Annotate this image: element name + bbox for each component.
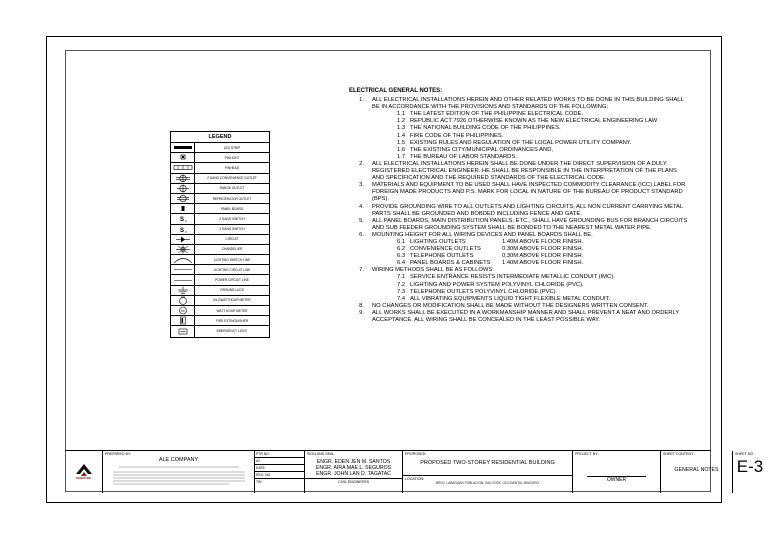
- two-gang-switch-icon: [171, 214, 195, 223]
- legend-label: PINLIGHT: [224, 155, 240, 160]
- note-item: 3. MATERIALS AND EQUIPMENT TO BE USED SHALL HAVE INSPECTED COMMODITY CLEARANCE (ICC) LABEL FOR FOREIGN MADE PRODUCTS AND P.S. MARK FOR LOCAL IN NATURE OF THE BUREAU OF PRODUCT STANDARD (BPS).: [359, 182, 686, 203]
- legend-row: [171, 214, 269, 224]
- range-outlet-icon: [171, 184, 195, 193]
- sign-and-seal-cell: SIGN AND SEAL: ENGR. EDEN JEN M. SANTOS ENGR. AIRA MAE L. SEGUROS ENGR. JOHN LAN D. TAGATAC CIVIL ENGINEERS: [304, 451, 402, 493]
- legend-label: LED STRIP: [223, 145, 241, 150]
- legend-row: [171, 245, 269, 255]
- duplex-outlet-icon: [171, 174, 195, 183]
- note-subitem: 1.2 REPUBLIC ACT 7926 OTHERWISE KNOWN AS THE NEW ELECTRICAL ENGINEERING LAW: [397, 118, 658, 125]
- legend-label: WATT HOUR METER: [216, 308, 248, 313]
- note-item: 4. PROVIDE GROUNDING WIRE TO ALL OUTLETS AND LIGHTING CIRCUITS, ALL NON CURRENT CARRYING METAL PARTS SHALL BE GROUNDED AND BOBDED INCLUDING FENCE AND GATE.: [359, 203, 683, 217]
- project-name: PROPOSED TWO-STOREY RESIDENTIAL BUILDING: [420, 460, 555, 466]
- legend-row: [171, 204, 269, 214]
- legend-label: PINHEAD: [224, 165, 240, 170]
- note-subitem: 1.5 EXISTING RULES AND REGULATION OF THE LOCAL POWER UTILITY COMPANY.: [397, 139, 632, 146]
- emergency-light-icon: [171, 326, 195, 336]
- owner-label: OWNER: [606, 477, 627, 483]
- legend-label: KILOWATTHOUR METER: [213, 298, 251, 303]
- company-fine-print: [103, 465, 254, 489]
- pinhead-icon: [171, 163, 195, 172]
- power-circuit-line-icon: [171, 275, 195, 284]
- sheet-content: GENERAL NOTES: [674, 467, 719, 473]
- sheet-content-cell: SHEET CONTENT : GENERAL NOTES: [660, 451, 732, 493]
- note-subitem: 6.2 CONVENIENCE OUTLETS 0.30M ABOVE FLOOR FINISH.: [397, 246, 584, 253]
- note-subitem: 1.4 FIRE CODE OF THE PHILIPPINES.: [397, 132, 504, 139]
- legend-label: REFRIGERATOR OUTLET: [212, 196, 252, 201]
- note-item: 9. ALL WORKS SHALL BE EXECUTED IN A WORKMANSHIP MANNER AND SHALL PREVENT A NEAT AND ORDERLY ACCEPTANCE. ALL WIRING SHALL BE CONCEALED IN THE LEAST POSSIBLE WAY.: [359, 309, 679, 323]
- kilowatt-meter-icon: [171, 296, 195, 305]
- engineer-role: CIVIL ENGINEERS: [305, 478, 402, 485]
- legend-row: [171, 194, 269, 204]
- three-gang-switch-icon: [171, 225, 195, 234]
- legend-row: [171, 326, 269, 336]
- legend-label: LIGHTING SWITCH LINE: [213, 257, 251, 262]
- legend-label: PANEL BOARD: [220, 206, 244, 211]
- note-subitem: 6.3 TELEPHONE OUTLETS 0.30M ABOVE FLOOR FINISH.: [397, 253, 584, 260]
- note-subitem: 7.2 LIGHTING AND POWER SYSTEM POLYVINYL CHLORIDE (PVC).: [397, 281, 584, 288]
- ground-lugs-icon: [171, 286, 195, 295]
- legend-label: RANGE OUTLET: [219, 186, 245, 191]
- legend-row: [171, 255, 269, 265]
- chandelier-icon: [171, 245, 195, 254]
- notes-title: ELECTRICAL GENERAL NOTES:: [349, 88, 443, 94]
- sheet-number-cell: SHEET NO : E-3: [732, 451, 767, 493]
- note-subitem: 1.6 THE EXISTING CITY/MUNICIPAL ORDINANCES AND,: [397, 146, 554, 153]
- circuit-icon: [171, 235, 195, 244]
- svg-text:S: S: [179, 217, 184, 224]
- note-subitem: 6.1 LIGHTING OUTLETS 1.40M ABOVE FLOOR FINISH.: [397, 238, 584, 245]
- engineer-name: ENGR. EDEN JEN M. SANTOS: [316, 459, 391, 465]
- legend-label: CIRCUIT: [225, 237, 239, 242]
- sheet-number: E-3: [736, 457, 764, 476]
- panel-board-icon: [171, 204, 195, 213]
- note-subitem: 1.7 THE BUREAU OF LABOR STANDARDS.: [397, 153, 517, 160]
- note-subitem: 7.1 SERVICE ENTRANCE RESISTS INTERMEDIATE METALLIC CONDUIT (IMC).: [397, 274, 615, 281]
- lighting-switch-line-icon: [171, 255, 195, 264]
- engineer-name: ENGR. AIRA MAE L. SEGUROS: [315, 465, 392, 471]
- legend-row: [171, 306, 269, 316]
- note-item: 7. WIRING METHODS SHALL BE AS FOLLOWS:: [359, 267, 494, 274]
- legend-label: CHANDELIER: [221, 247, 243, 252]
- pinlight-icon: [171, 153, 195, 162]
- legend-label: GROUND LUGS: [220, 288, 244, 293]
- led-strip-icon: [171, 143, 195, 152]
- legend-label: 2 GANG CONVENIENCE OUTLET: [207, 176, 257, 181]
- legend-label: FIRE EXTINGUISHER: [215, 318, 249, 323]
- legend-table: [170, 131, 270, 338]
- legend-row: [171, 296, 269, 306]
- legend-label: LIGHTING CIRCUIT LINE: [213, 267, 251, 272]
- electrical-general-notes: [349, 88, 689, 324]
- prepared-by-cell: PREPARED BY: ALE COMPANY: [102, 451, 254, 493]
- legend-label: EMERGENCY LIGHT: [216, 329, 248, 334]
- note-subitem: 7.3 TELEPHONE OUTLETS POLYVINYL CHLORIDE (PVC).: [397, 288, 558, 295]
- legend-row: [171, 286, 269, 296]
- svg-text:3: 3: [184, 229, 187, 234]
- svg-text:S: S: [179, 227, 184, 234]
- project-cell: PROPOSED: PROPOSED TWO-STOREY RESIDENTIAL BUILDING LOCATION: BRGY. LABANGAN POBLACION, SAN JOSE, OCCIDENTAL MINDORO: [402, 451, 572, 493]
- legend-row: [171, 184, 269, 194]
- legend-row: [171, 275, 269, 285]
- legend-label: 3 GANG SWITCH: [219, 227, 245, 232]
- legend-label: 2 GANG SWITCH: [219, 216, 245, 221]
- svg-text:2: 2: [184, 219, 187, 224]
- fire-extinguisher-icon: [171, 316, 195, 325]
- note-item: 5. ALL PANEL BOARDS, MAIN DISTRIBUTION PANELS, ETC., SHALL HAVE GROUNDING BUS FOR BRANCH CIRCUITS AND SUB FEEDER GROUNDING SYSTEM SHALL BE BONDED TO THE NEAREST METAL WATER PIPE.: [359, 217, 688, 231]
- registration-cell: PTR NO. AT: DATE: REG. NO. TIN: [254, 451, 304, 493]
- legend-row: [171, 235, 269, 245]
- note-item: 6. MOUNTING HEIGHT FOR ALL WIRING DEVICES AND PANEL BOARDS SHALL BE.: [359, 231, 593, 238]
- title-block: [65, 450, 764, 492]
- note-subitem: 6.4 PANEL BOARDS & CABINETS 1.40M ABOVE FLOOR FINISH.: [397, 260, 584, 267]
- legend-row: [171, 174, 269, 184]
- legend-row: [171, 143, 269, 153]
- legend-label: POWER CIRCUIT LINE: [215, 278, 249, 283]
- legend-row: [171, 316, 269, 326]
- note-subitem: 1.3 THE NATIONAL BUILDING CODE OF THE PHILIPPINES.: [397, 125, 561, 132]
- legend-row: [171, 225, 269, 235]
- note-item: 2. ALL ELECTRICAL INSTALLATIONS HEREIN SHALL BE DONE UNDER THE DIRECT SUPERVISION OF A DULY REGISTERED ELECTRICAL ENGINEER. HE SHALL BE RESPONSIBLE IN THE INTERPRETATION OF THE PLANS AND SPECIFICATION AND THE REQUIRED STANDARDS OF THE ELECTRICAL CODE.: [359, 160, 677, 182]
- note-subitem: 7.4 ALL VIBRATING EQUIPMENTS LIQUID TIGHT FLEXIBLE METAL CONDUIT.: [397, 295, 611, 302]
- note-item: 8. NO CHANGES OR MODIFICATION SHALL BE MADE WITHOUT THE DESIGNERS WRITTEN CONSENT.: [359, 302, 649, 309]
- legend-title: LEGEND: [171, 132, 269, 143]
- note-item: 1. ALL ELECTRICAL INSTALLATIONS HEREIN AND OTHER RELATED WORKS TO BE DONE IN THIS BUILDING SHALL BE IN ACCORDANCE WITH THE PROVISIONS AND STANDARDS OF THE FOLLOWING:: [359, 97, 684, 111]
- legend-row: [171, 163, 269, 173]
- lighting-circuit-line-icon: [171, 265, 195, 274]
- project-location: BRGY. LABANGAN POBLACION, SAN JOSE, OCCIDENTAL MINDORO: [435, 481, 540, 485]
- logo-mark-icon: [76, 464, 92, 476]
- refrigerator-outlet-icon: [171, 194, 195, 203]
- engineer-name: ENGR. JOHN LAN D. TAGATAC: [316, 471, 391, 477]
- watt-meter-icon: [171, 306, 195, 315]
- company-name: ALE COMPANY: [158, 457, 199, 463]
- legend-row: [171, 265, 269, 275]
- company-logo: [65, 451, 102, 493]
- legend-row: [171, 153, 269, 163]
- project-by-cell: PROJECT BY : OWNER: [572, 451, 660, 493]
- logo-text: SIGNATURE: [75, 477, 92, 480]
- svg-text:M: M: [180, 308, 185, 314]
- note-subitem: 1.1 THE LATEST EDITION OF THE PHILIPPINE ELECTRICAL CODE.: [397, 111, 584, 118]
